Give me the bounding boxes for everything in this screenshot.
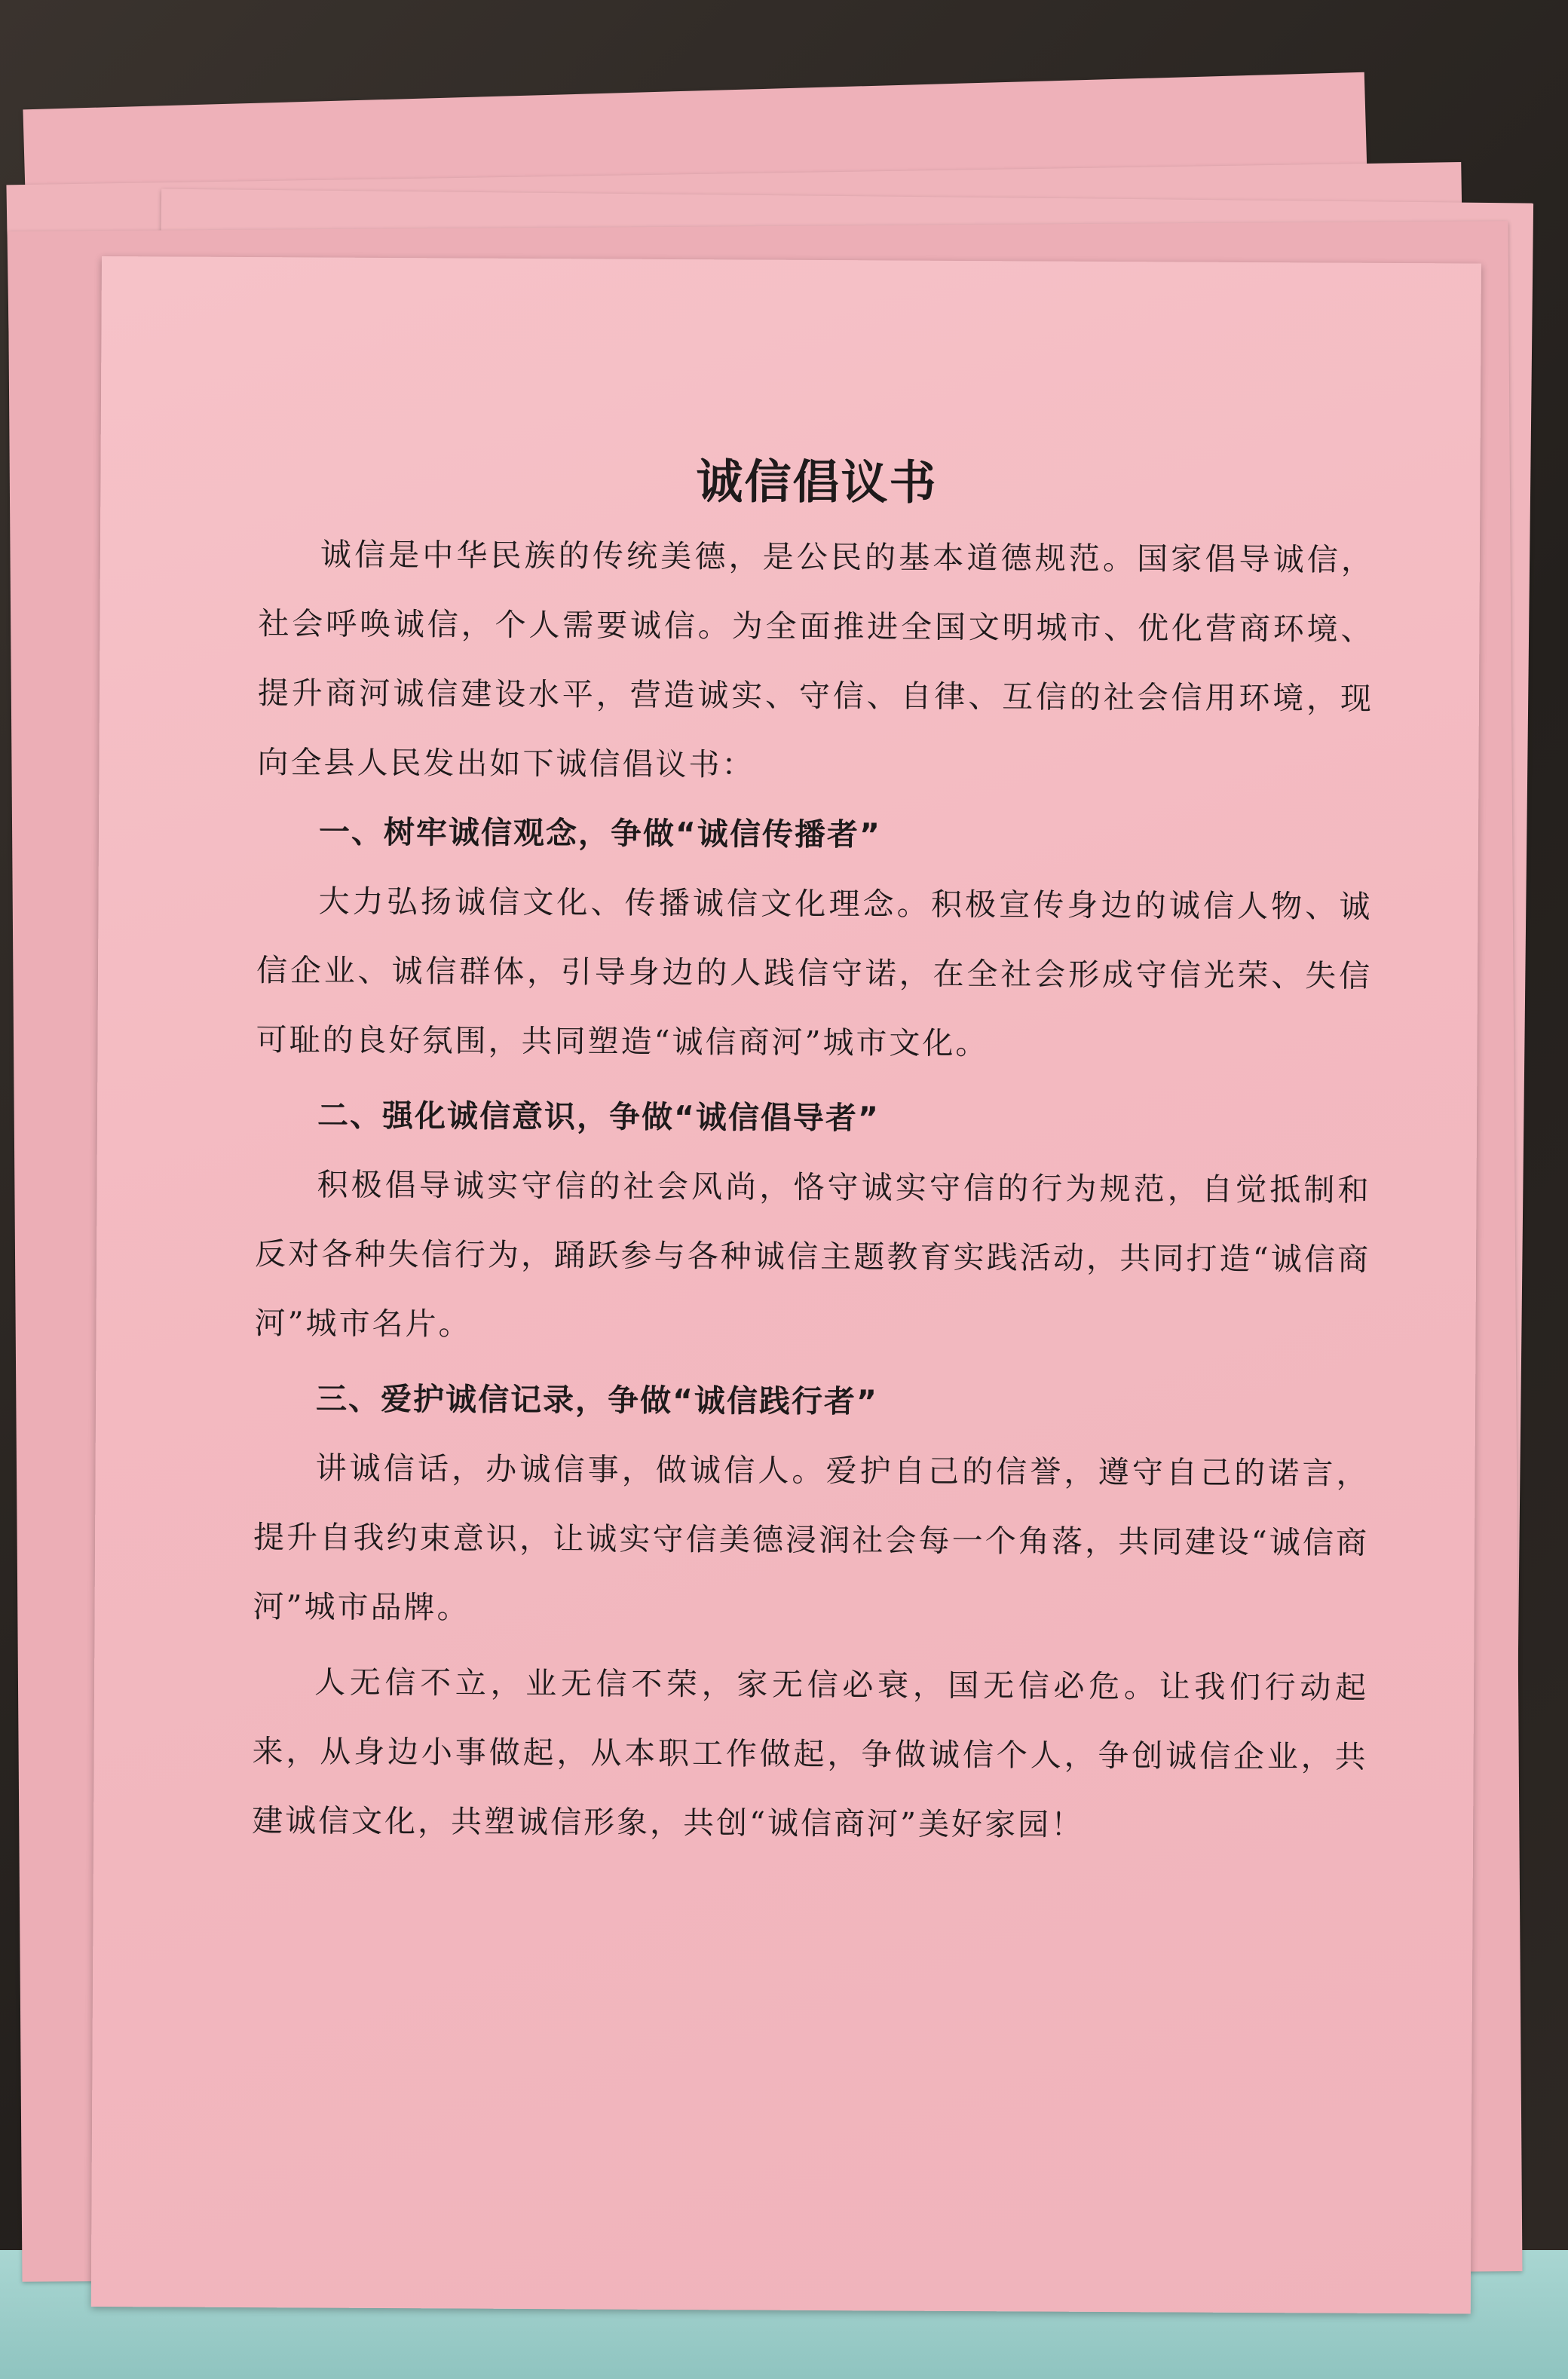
section-body-3: 讲诚信话，办诚信事，做诚信人。爱护自己的信誉，遵守自己的诺言，提升自我约束意识，让诚实守信美德浸润社会每一个角落，共同建设“诚信商河”城市品牌。 bbox=[253, 1450, 1370, 1626]
proposal-content bbox=[252, 445, 1375, 1861]
section-body-1: 大力弘扬诚信文化、传播诚信文化理念。积极宣传身边的诚信人物、诚信企业、诚信群体，引导身边的人践信守诺，在全社会形成守信光荣、失信可耻的良好氛围，共同塑造“诚信商河”城市文化。 bbox=[256, 883, 1373, 1062]
section-heading-1: 一、树牢诚信观念，争做“诚信传播者” bbox=[318, 813, 882, 853]
section-heading-2: 二、强化诚信意识，争做“诚信倡导者” bbox=[317, 1097, 880, 1137]
closing-paragraph: 人无信不立，业无信不荣，家无信必衰，国无信必危。让我们行动起来，从身边小事做起，从本职工作做起，争做诚信个人，争创诚信企业，共建诚信文化，共塑诚信形象，共创“诚信商河”美好家园！ bbox=[252, 1664, 1369, 1843]
intro-paragraph: 诚信是中华民族的传统美德，是公民的基本道德规范。国家倡导诚信，社会呼唤诚信，个人需要诚信。为全面推进全国文明城市、优化营商环境、提升商河诚信建设水平，营造诚实、守信、自律、互信的社会信用环境，现向全县人民发出如下诚信倡议书： bbox=[257, 536, 1375, 783]
document-title: 诚信倡议书 bbox=[696, 454, 938, 510]
section-heading-3: 三、爱护诚信记录，争做“诚信践行者” bbox=[315, 1380, 879, 1420]
section-body-2: 积极倡导诚实守信的社会风尚，恪守诚实守信的行为规范，自觉抵制和反对各种失信行为，踊跃参与各种诚信主题教育实践活动，共同打造“诚信商河”城市名片。 bbox=[254, 1166, 1371, 1343]
proposal-page bbox=[91, 256, 1481, 2314]
